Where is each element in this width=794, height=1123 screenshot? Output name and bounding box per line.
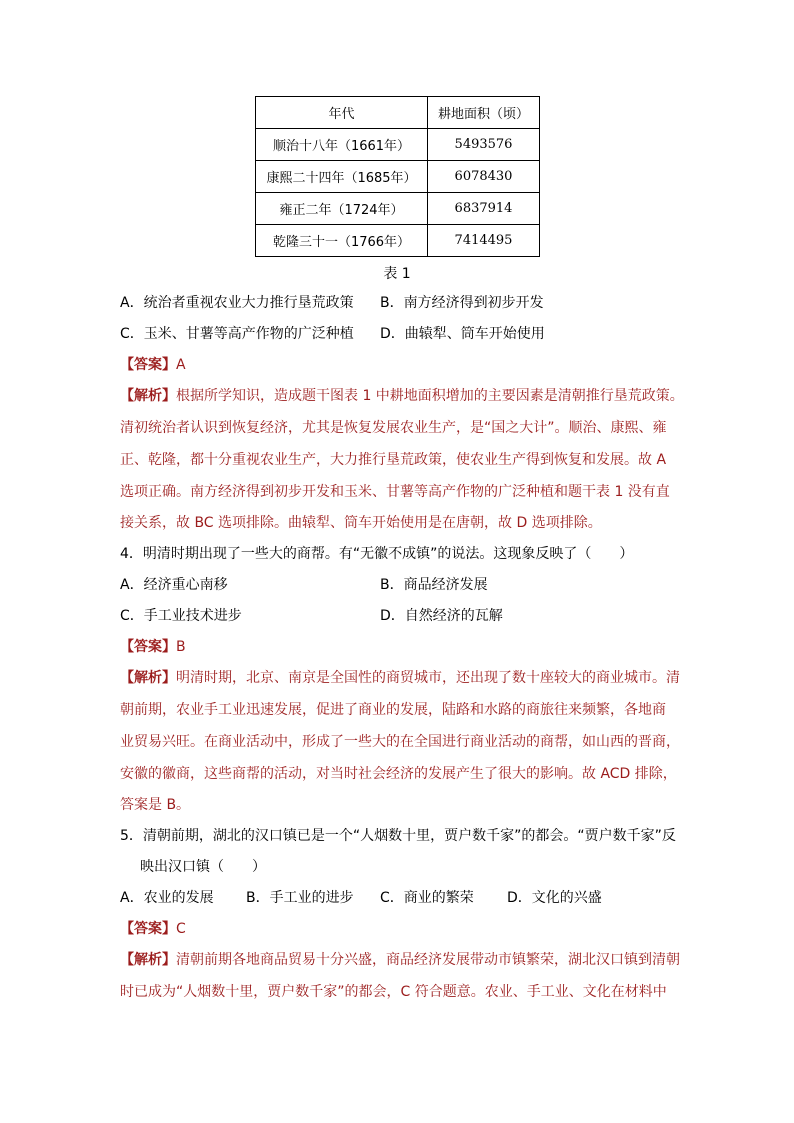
table-row xyxy=(256,193,540,225)
answer-tag: 【答案】 xyxy=(120,357,176,373)
q4-option-d: D．自然经济的瓦解 xyxy=(380,608,503,624)
cell-era: 康熙二十四年（1685年） xyxy=(256,161,428,193)
cell-area: 5493576 xyxy=(428,129,540,161)
q5-stem: 5．清朝前期，湖北的汉口镇已是一个“人烟数十里，贾户数千家”的都会。“贾户数千家”反 xyxy=(120,828,676,844)
q3-analysis-line: 选项正确。南方经济得到初步开发和玉米、甘薯等高产作物的广泛种植和题干表 1 没有直 xyxy=(120,484,670,500)
q4-option-a: A．经济重心南移 xyxy=(120,577,228,593)
analysis-tag: 【解析】 xyxy=(120,388,176,404)
table-row xyxy=(256,161,540,193)
table-caption: 表 1 xyxy=(383,266,411,282)
answer-tag: 【答案】 xyxy=(120,639,176,655)
q4-analysis-line: 【解析】明清时期，北京、南京是全国性的商贸城市，还出现了数十座较大的商业城市。清 xyxy=(120,670,680,686)
q4-option-b: B．商品经济发展 xyxy=(380,577,488,593)
q4-analysis-line: 答案是 B。 xyxy=(120,797,191,813)
answer-tag: 【答案】 xyxy=(120,921,176,937)
q3-option-b: B．南方经济得到初步开发 xyxy=(380,295,544,311)
q4-analysis-line: 业贸易兴旺。在商业活动中，形成了一些大的在全国进行商业活动的商帮，如山西的晋商， xyxy=(120,734,680,750)
q5-answer xyxy=(120,919,186,939)
header-area: 耕地面积（顷） xyxy=(428,97,540,129)
cell-era: 乾隆三十一（1766年） xyxy=(256,225,428,257)
table-row xyxy=(256,225,540,257)
q3-option-c: C．玉米、甘薯等高产作物的广泛种植 xyxy=(120,326,354,342)
q3-analysis-line: 接关系，故 BC 选项排除。曲辕犁、筒车开始使用是在唐朝，故 D 选项排除。 xyxy=(120,515,602,531)
q3-option-d: D．曲辕犁、筒车开始使用 xyxy=(380,326,545,342)
q5-option-c: C．商业的繁荣 xyxy=(380,890,474,906)
answer-value: B xyxy=(176,639,186,655)
q4-option-c: C．手工业技术进步 xyxy=(120,608,242,624)
cell-era: 顺治十八年（1661年） xyxy=(256,129,428,161)
cell-area: 6837914 xyxy=(428,193,540,225)
cell-area: 6078430 xyxy=(428,161,540,193)
analysis-tag: 【解析】 xyxy=(120,952,176,968)
answer-value: A xyxy=(176,357,186,373)
q5-option-a: A．农业的发展 xyxy=(120,890,214,906)
q5-analysis-line: 时已成为“人烟数十里，贾户数千家”的都会，C 符合题意。农业、手工业、文化在材料中 xyxy=(120,984,667,1000)
arable-land-table xyxy=(255,96,540,257)
q3-analysis-line: 【解析】根据所学知识，造成题干图表 1 中耕地面积增加的主要因素是清朝推行垦荒政策。 xyxy=(120,388,684,404)
q3-answer xyxy=(120,355,186,375)
q3-analysis-line: 正、乾隆，都十分重视农业生产，大力推行垦荒政策，使农业生产得到恢复和发展。故 A xyxy=(120,452,667,468)
q3-option-a: A．统治者重视农业大力推行垦荒政策 xyxy=(120,295,354,311)
table-header-row xyxy=(256,97,540,129)
cell-area: 7414495 xyxy=(428,225,540,257)
q4-answer xyxy=(120,637,186,657)
q5-option-d: D．文化的兴盛 xyxy=(507,890,602,906)
q5-stem-continued: 映出汉口镇（ ） xyxy=(140,859,266,875)
q4-stem: 4．明清时期出现了一些大的商帮。有“无徽不成镇”的说法。这现象反映了（ ） xyxy=(120,546,634,562)
analysis-tag: 【解析】 xyxy=(120,670,176,686)
header-era: 年代 xyxy=(256,97,428,129)
cell-era: 雍正二年（1724年） xyxy=(256,193,428,225)
q5-option-b: B．手工业的进步 xyxy=(246,890,354,906)
answer-value: C xyxy=(176,921,186,937)
q4-analysis-line: 安徽的徽商，这些商帮的活动，对当时社会经济的发展产生了很大的影响。故 ACD 排除， xyxy=(120,766,677,782)
q3-analysis-line: 清初统治者认识到恢复经济，尤其是恢复发展农业生产，是“国之大计”。顺治、康熙、雍 xyxy=(120,420,667,436)
table-row xyxy=(256,129,540,161)
q4-analysis-line: 朝前期，农业手工业迅速发展，促进了商业的发展，陆路和水路的商旅往来频繁，各地商 xyxy=(120,702,666,718)
q5-analysis-line: 【解析】清朝前期各地商品贸易十分兴盛，商品经济发展带动市镇繁荣，湖北汉口镇到清朝 xyxy=(120,952,680,968)
